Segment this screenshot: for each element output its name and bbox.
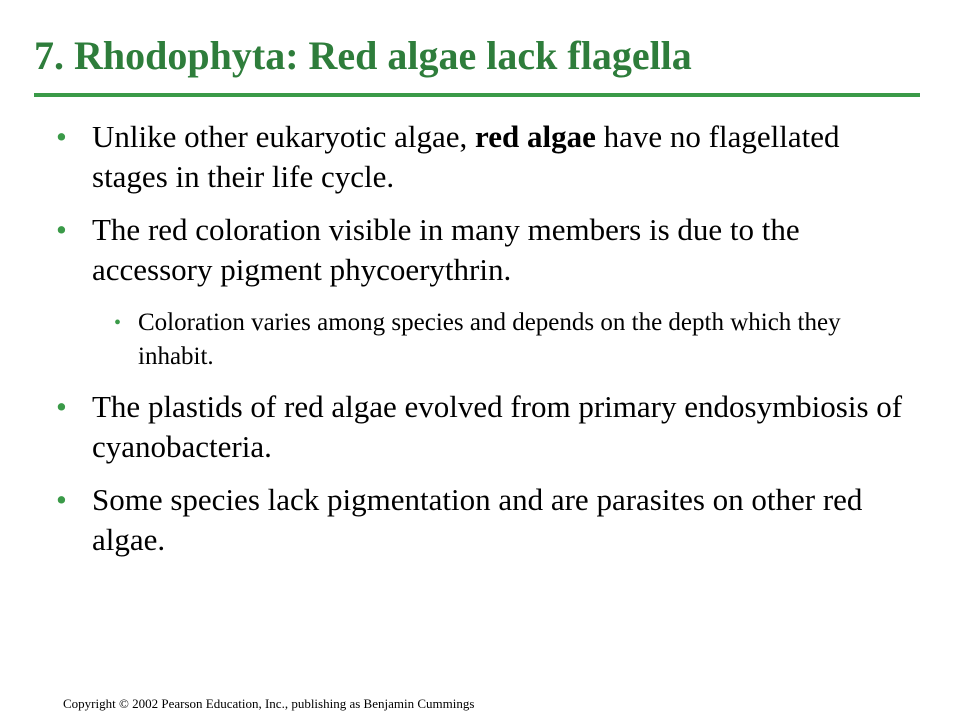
bullet-dot: • — [56, 482, 67, 517]
bullet-item-2 — [56, 210, 916, 290]
bullet-dot: • — [56, 119, 67, 154]
bullet-item-3 — [56, 387, 916, 467]
page-title: 7. Rhodophyta: Red algae lack flagella — [34, 33, 692, 78]
sub-bullet-text: Coloration varies among species and depends on the depth which they inhabit. — [138, 309, 841, 370]
bullet-text-post: have no flagellated stages in their life cycle. — [92, 119, 840, 194]
sub-bullet-dot: • — [114, 312, 122, 334]
bullet-list — [56, 117, 916, 573]
title-divider — [34, 93, 920, 97]
bullet-item-4 — [56, 480, 916, 560]
bullet-dot: • — [56, 212, 67, 247]
bullet-text: The red coloration visible in many members is due to the accessory pigment phycoerythrin. — [92, 212, 800, 287]
bullet-text: Some species lack pigmentation and are parasites on other red algae. — [92, 482, 863, 557]
bullet-text: The plastids of red algae evolved from primary endosymbiosis of cyanobacteria. — [92, 389, 903, 464]
bullet-item-1 — [56, 117, 916, 197]
copyright-footer: Copyright © 2002 Pearson Education, Inc., publishing as Benjamin Cummings — [63, 696, 475, 711]
bullet-text-bold: red algae — [475, 119, 596, 154]
bullet-text-pre: Unlike other eukaryotic algae, — [92, 119, 476, 154]
sub-bullet-item — [56, 306, 916, 374]
bullet-dot: • — [56, 389, 67, 424]
